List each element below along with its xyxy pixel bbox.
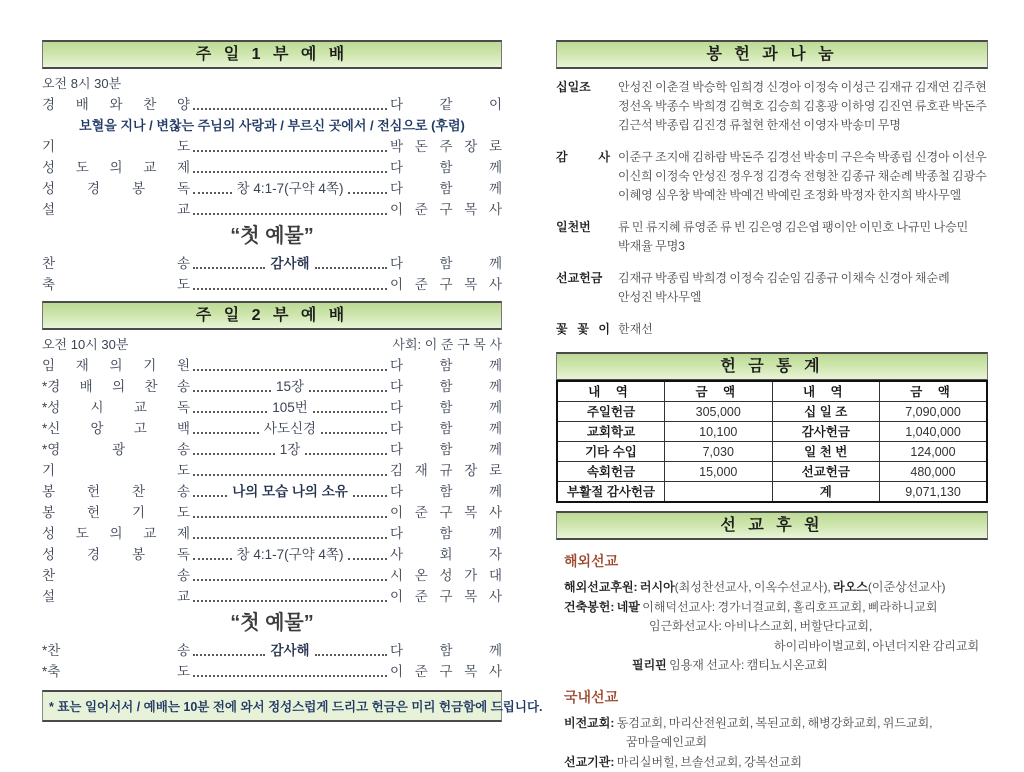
section-header-stats: 헌 금 통 계	[556, 352, 988, 381]
dotted-leader	[193, 474, 387, 476]
service-item-label: 성 도 의 교 제	[42, 157, 190, 178]
service-item-label: 찬 송	[42, 565, 190, 586]
service-row	[42, 481, 502, 502]
dotted-leader	[313, 411, 387, 413]
service-item-detail: 창 4:1-7(구약 4쪽)	[235, 544, 346, 565]
section-header-service2: 주 일 2 부 예 배	[42, 301, 502, 330]
dotted-leader	[321, 432, 387, 434]
service-item-label: 설 교	[42, 586, 190, 607]
dotted-leader	[193, 192, 232, 194]
service-item-label: 기 도	[42, 460, 190, 481]
stat-category: 계	[772, 482, 880, 503]
dotted-leader	[348, 192, 387, 194]
service-row	[42, 544, 502, 565]
offering-entry-names	[618, 269, 988, 307]
service-item-detail: 사도신경	[262, 418, 318, 439]
dotted-leader	[193, 390, 271, 392]
service-row	[42, 586, 502, 607]
service-row	[42, 460, 502, 481]
table-row	[557, 482, 987, 503]
offering-entry-label: 선교헌금	[556, 269, 618, 307]
service-item-label: *영 광 송	[42, 439, 190, 460]
dotted-leader	[193, 432, 259, 434]
stat-amount: 1,040,000	[880, 422, 988, 442]
dotted-leader	[193, 453, 275, 455]
table-row	[557, 402, 987, 422]
service-item-person: 다 함 께	[390, 157, 502, 178]
service-item-person: 다 함 께	[390, 376, 502, 397]
dotted-leader	[193, 150, 387, 152]
names-line: 정선옥 박종수 박희경 김혁호 김승희 김홍광 이하영 김진연 류호관 박돈주	[618, 97, 988, 116]
service-item-detail: 창 4:1-7(구약 4쪽)	[235, 178, 346, 199]
service-item-label: 기 도	[42, 136, 190, 157]
names-line: 박재율 무명3	[618, 237, 988, 256]
service-item-label: 임 재 의 기 원	[42, 355, 190, 376]
stat-category: 일 천 번	[772, 442, 880, 462]
service-item-person: 다 함 께	[390, 439, 502, 460]
dotted-leader	[193, 600, 387, 602]
offering-and-mission-column	[556, 40, 988, 772]
service-item-person: 이 준 구 목 사	[390, 274, 502, 295]
service-item-detail: 나의 모습 나의 소유	[230, 481, 350, 502]
service-row	[42, 94, 502, 115]
service-item-detail: 감사해	[268, 640, 311, 661]
mission-line: 임근화선교사: 아비나스교회, 버할단다교회,	[564, 617, 988, 637]
service-item-label: 경 배 와 찬 양	[42, 94, 190, 115]
section-header-service1: 주 일 1 부 예 배	[42, 40, 502, 69]
table-row	[557, 442, 987, 462]
service-item-detail: 1장	[278, 439, 303, 460]
stat-category: 주일헌금	[557, 402, 665, 422]
col-header-amount: 금 액	[880, 381, 988, 402]
service-row	[42, 157, 502, 178]
table-row	[557, 422, 987, 442]
dotted-leader	[193, 495, 227, 497]
dotted-leader	[193, 288, 387, 290]
stat-amount: 15,000	[665, 462, 773, 482]
service-row	[42, 640, 502, 661]
offering-stats	[556, 352, 988, 503]
service-item-label: *성 시 교 독	[42, 397, 190, 418]
service-row	[42, 136, 502, 157]
offering-entry-names	[618, 78, 988, 135]
service-item-detail: 105번	[270, 397, 310, 418]
mission-line: 하이리바이벌교회, 아년더지완 감리교회	[564, 637, 988, 657]
domestic-mission-body	[564, 714, 988, 772]
service-item-person: 이 준 구 목 사	[390, 586, 502, 607]
dotted-leader	[193, 171, 387, 173]
stat-category: 속회헌금	[557, 462, 665, 482]
names-line: 김근석 박종립 김진경 류철현 한재선 이영자 박송미 무명	[618, 116, 988, 135]
service1-time-row	[42, 73, 502, 92]
offering-entry-label: 감 사	[556, 148, 618, 205]
table-row	[557, 462, 987, 482]
names-line: 안성진 박사무엘	[618, 288, 988, 307]
dotted-leader	[353, 495, 387, 497]
service-item-person: 박 돈 주 장 로	[390, 136, 502, 157]
dotted-leader	[193, 654, 265, 656]
stat-category: 감사헌금	[772, 422, 880, 442]
mission-line: 건축봉헌: 네팔 이해덕선교사: 경가너걸교회, 홀리호프교회, 삐라하니교회	[564, 598, 988, 618]
col-header-amount: 금 액	[665, 381, 773, 402]
names-line: 이신희 이정숙 안성진 정우정 김경숙 전형찬 김종규 채순례 박종철 김광수	[618, 167, 988, 186]
domestic-mission-heading: 국내선교	[564, 687, 988, 707]
overseas-mission-heading: 해외선교	[564, 551, 988, 571]
stat-category: 기타 수입	[557, 442, 665, 462]
dotted-leader	[193, 516, 387, 518]
service-row	[42, 178, 502, 199]
stat-amount: 480,000	[880, 462, 988, 482]
service-item-label: 봉 헌 기 도	[42, 502, 190, 523]
offering-entry-thanks	[556, 148, 988, 205]
service-item-label: 성 경 봉 독	[42, 178, 190, 199]
dotted-leader	[348, 558, 387, 560]
section-header-offering: 봉 헌 과 나 눔	[556, 40, 988, 69]
service-item-person: 시 온 성 가 대	[390, 565, 502, 586]
service-row	[42, 565, 502, 586]
offering-entry-label: 꽃 꽃 이	[556, 320, 618, 339]
dotted-leader	[315, 654, 387, 656]
service-row	[42, 523, 502, 544]
service2-time: 오전 10시 30분	[42, 334, 128, 353]
service-item-person: 다 함 께	[390, 355, 502, 376]
dotted-leader	[193, 369, 387, 371]
mission-line: 선교기관: 마리실버힐, 브솔선교회, 강복선교회	[564, 753, 988, 772]
service-row	[42, 439, 502, 460]
stat-amount	[665, 482, 773, 503]
names-line: 김재규 박종립 박희경 이정숙 김순임 김종규 이채숙 신경아 채순례	[618, 269, 988, 288]
service-row	[42, 502, 502, 523]
service-row	[42, 661, 502, 682]
service-item-detail: 15장	[274, 376, 306, 397]
offering-entry-label: 십일조	[556, 78, 618, 135]
stat-category: 십 일 조	[772, 402, 880, 422]
service-row	[42, 199, 502, 220]
service-item-label: 봉 헌 찬 송	[42, 481, 190, 502]
col-header-category: 내 역	[557, 381, 665, 402]
mission-line: 필리핀 임용재 선교사: 캠티뇨시온교회	[564, 656, 988, 676]
service-item-detail: 감사해	[268, 253, 311, 274]
sermon-title: “첫 예물”	[42, 223, 502, 249]
dotted-leader	[193, 411, 267, 413]
offering-stats-table	[556, 380, 988, 503]
dotted-leader	[193, 579, 387, 581]
section-header-mission: 선 교 후 원	[556, 511, 988, 540]
stat-amount: 10,100	[665, 422, 773, 442]
offering-entry-names	[618, 148, 988, 205]
col-header-category: 내 역	[772, 381, 880, 402]
mission-line: 비전교회: 동검교회, 마리산전원교회, 복된교회, 해병강화교회, 위드교회,	[564, 714, 988, 734]
service-item-label: 성 경 봉 독	[42, 544, 190, 565]
stat-amount: 9,071,130	[880, 482, 988, 503]
service-row	[42, 376, 502, 397]
service-item-label: *신 앙 고 백	[42, 418, 190, 439]
sermon-title: “첫 예물”	[42, 610, 502, 636]
service-item-person: 이 준 구 목 사	[390, 661, 502, 682]
service-row	[42, 418, 502, 439]
service-item-person: 사 회 자	[390, 544, 502, 565]
mission-line: 해외선교후원: 러시아(최성찬선교사, 이옥수선교사), 라오스(이준상선교사)	[564, 578, 988, 598]
service-item-label: 설 교	[42, 199, 190, 220]
table-header-row	[557, 381, 987, 402]
service-item-person: 다 함 께	[390, 481, 502, 502]
stat-amount: 305,000	[665, 402, 773, 422]
service-row	[42, 397, 502, 418]
service-item-person: 다 같 이	[390, 94, 502, 115]
stat-amount: 7,090,000	[880, 402, 988, 422]
mission-line: 꿈마을예인교회	[564, 733, 988, 753]
service-item-label: 축 도	[42, 274, 190, 295]
dotted-leader	[193, 213, 387, 215]
names-line: 안성진 이춘걸 박승학 임희경 신경아 이정숙 이성근 김재규 김재연 김주현	[618, 78, 988, 97]
offering-entry-names	[618, 218, 988, 256]
worship-footnote: * 표는 일어서서 / 예배는 10분 전에 와서 정성스럽게 드리고 헌금은 미리 헌금함에 드립니다.	[42, 690, 502, 722]
dotted-leader	[193, 537, 387, 539]
stat-category: 교회학교	[557, 422, 665, 442]
service1-time: 오전 8시 30분	[42, 73, 121, 92]
service2-presider: 사회: 이 준 구 목 사	[392, 334, 502, 353]
offering-entry-flowers	[556, 320, 988, 339]
names-line: 이준구 조지애 김하람 박돈주 김경선 박송미 구은숙 박종립 신경아 이선우	[618, 148, 988, 167]
dotted-leader	[315, 267, 387, 269]
service-item-person: 이 준 구 목 사	[390, 199, 502, 220]
offering-entry-mission	[556, 269, 988, 307]
order-of-worship-column	[42, 40, 502, 722]
dotted-leader	[309, 390, 387, 392]
service-row	[42, 274, 502, 295]
service2-time-row	[42, 334, 502, 353]
dotted-leader	[193, 108, 387, 110]
service-item-person: 김 재 규 장 로	[390, 460, 502, 481]
offering-entry-label: 일천번	[556, 218, 618, 256]
names-line: 이혜영 심우창 박예찬 박예건 박예린 조정화 박정자 한지희 박사무엘	[618, 186, 988, 205]
names-line: 한재선	[618, 320, 988, 339]
dotted-leader	[305, 453, 387, 455]
offering-entry-thousand	[556, 218, 988, 256]
service-row	[42, 355, 502, 376]
stat-amount: 7,030	[665, 442, 773, 462]
stat-amount: 124,000	[880, 442, 988, 462]
service-item-person: 다 함 께	[390, 418, 502, 439]
service-item-person: 이 준 구 목 사	[390, 502, 502, 523]
service-item-person: 다 함 께	[390, 397, 502, 418]
service-item-person: 다 함 께	[390, 640, 502, 661]
dotted-leader	[193, 558, 232, 560]
service-row	[42, 253, 502, 274]
names-line: 류 민 류지혜 류영준 류 빈 김은영 김은엽 팽이안 이민호 나규민 나승민	[618, 218, 988, 237]
stat-category: 선교헌금	[772, 462, 880, 482]
service-item-label: 찬 송	[42, 253, 190, 274]
offering-entry-tithe	[556, 78, 988, 135]
service-item-label: *찬 송	[42, 640, 190, 661]
service-item-person: 다 함 께	[390, 253, 502, 274]
service-item-label: 성 도 의 교 제	[42, 523, 190, 544]
service-item-label: *경 배 의 찬 송	[42, 376, 190, 397]
dotted-leader	[193, 267, 265, 269]
dotted-leader	[193, 675, 387, 677]
hymn-medley-line: 보혈을 지나 / 변찮는 주님의 사랑과 / 부르신 곳에서 / 전심으로 (후렴)	[42, 115, 502, 136]
stat-category: 부활절 감사헌금	[557, 482, 665, 503]
service-item-label: *축 도	[42, 661, 190, 682]
service-item-person: 다 함 께	[390, 178, 502, 199]
service-item-person: 다 함 께	[390, 523, 502, 544]
offering-entry-names	[618, 320, 988, 339]
overseas-mission-body	[564, 578, 988, 676]
